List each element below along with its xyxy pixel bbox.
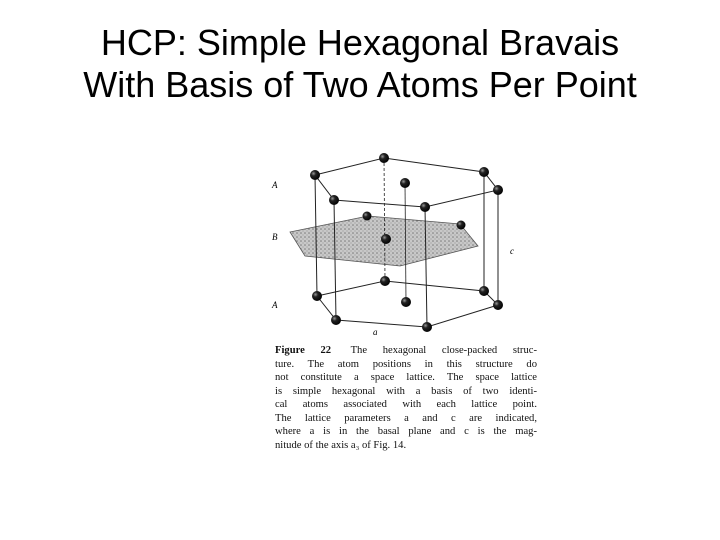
atom [381,234,391,244]
caption-line: is simple hexagonal with a basis of two identi- [275,385,537,397]
atom [331,315,341,325]
caption-line-1: Figure 22 The hexagonal close-packed struc- [275,345,537,356]
caption-line: cal atoms associated with each lattice point. [275,399,537,410]
axis-label-a: a [373,327,378,337]
atom [401,297,411,307]
title-line-2: With Basis of Two Atoms Per Point [83,64,637,105]
caption-line: The lattice parameters a and c are indicated, [275,412,537,424]
caption-line: where a is in the basal plane and c is the mag- [275,426,537,437]
title-line-1: HCP: Simple Hexagonal Bravais [100,22,620,63]
atom [379,153,389,163]
slide-title [0,22,720,106]
vertical-edge [334,200,336,320]
atom [400,178,410,188]
layer-label-top: A [272,180,278,190]
atom [479,286,489,296]
atom [312,291,322,301]
atom [380,276,390,286]
atom [493,185,503,195]
layer-label-middle: B [272,232,278,242]
atom [363,212,372,221]
figure-number: Figure 22 [275,345,332,356]
caption-line: nitude of the axis a₃ of Fig. 14. [275,439,407,451]
hcp-diagram [262,145,552,345]
atom [457,221,466,230]
caption-line: not constitute a space lattice. The space lattice [275,372,537,383]
caption-line: ture. The atom positions in this structure do [275,358,537,370]
axis-label-c: c [510,246,514,256]
layer-label-bottom: A [272,300,278,310]
atom [479,167,489,177]
atom [493,300,503,310]
atom [420,202,430,212]
atom [329,195,339,205]
figure-caption [275,344,537,452]
atom [422,322,432,332]
atom [310,170,320,180]
